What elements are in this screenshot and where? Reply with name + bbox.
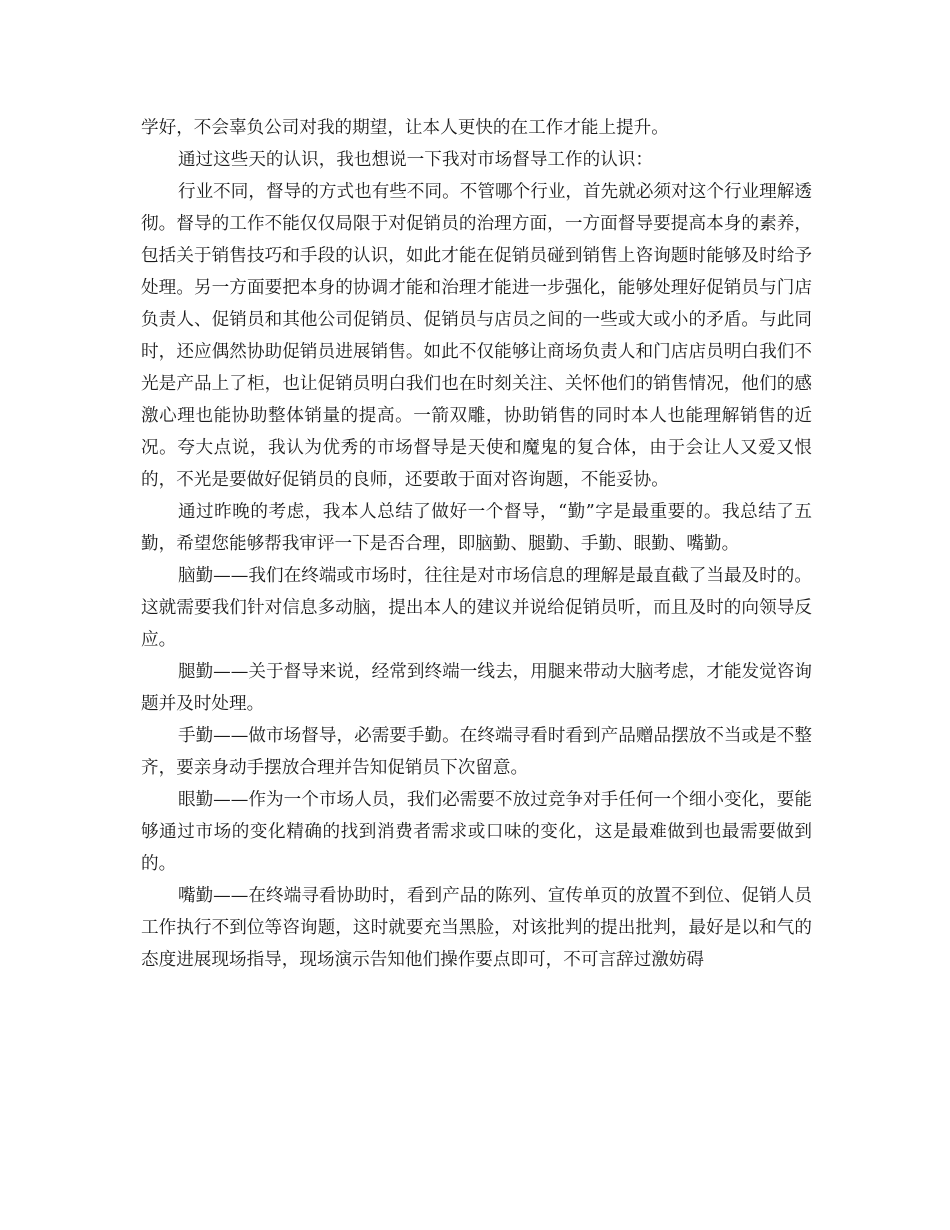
paragraph-five-diligences: 通过昨晚的考虑，我本人总结了做好一个督导，“勤”字是最重要的。我总结了五勤，希望您能够帮我审评一下是否合理，即脑勤、腿勤、手勤、眼勤、嘴勤。	[141, 502, 812, 554]
paragraph-brain-diligence: 脑勤——我们在终端或市场时，往往是对市场信息的理解是最直截了当最及时的。这就需要我们针对信息多动脑，提出本人的建议并说给促销员听，而且及时的向领导反应。	[141, 566, 812, 650]
paragraph-continuation: 学好，不会辜负公司对我的期望，让本人更快的在工作才能上提升。	[141, 118, 669, 138]
paragraph-mouth-diligence: 嘴勤——在终端寻看协助时，看到产品的陈列、宣传单页的放置不到位、促销人员工作执行不到位等咨询题，这时就要充当黑脸，对该批判的提出批判，最好是以和气的态度进展现场指导，现场演示告知他们操作要点即可，不可言辞过激妨碍	[141, 886, 812, 970]
paragraph-eye-diligence: 眼勤——作为一个市场人员，我们必需要不放过竞争对手任何一个细小变化，要能够通过市场的变化精确的找到消费者需求或口味的变化，这是最难做到也最需要做到的。	[141, 790, 812, 874]
document-body	[141, 112, 812, 976]
paragraph-intro: 通过这些天的认识，我也想说一下我对市场督导工作的认识：	[177, 150, 653, 170]
paragraph-industry: 行业不同，督导的方式也有些不同。不管哪个行业，首先就必须对这个行业理解透彻。督导的工作不能仅仅局限于对促销员的治理方面，一方面督导要提高本身的素养，包括关于销售技巧和手段的认识，如此才能在促销员碰到销售上咨询题时能够及时给予处理。另一方面要把本身的协调才能和治理才能进一步强化，能够处理好促销员与门店负责人、促销员和其他公司促销员、促销员与店员之间的一些或大或小的矛盾。与此同时，还应偶然协助促销员进展销售。如此不仅能够让商场负责人和门店店员明白我们不光是产品上了柜，也让促销员明白我们也在时刻关注、关怀他们的销售情况，他们的感激心理也能协助整体销量的提高。一箭双雕，协助销售的同时本人也能理解销售的近况。夸大点说，我认为优秀的市场督导是天使和魔鬼的复合体，由于会让人又爱又恨的，不光是要做好促销员的良师，还要敢于面对咨询题，不能妥协。	[141, 182, 812, 490]
paragraph-hand-diligence: 手勤——做市场督导，必需要手勤。在终端寻看时看到产品赠品摆放不当或是不整齐，要亲身动手摆放合理并告知促销员下次留意。	[141, 726, 812, 778]
paragraph-leg-diligence: 腿勤——关于督导来说，经常到终端一线去，用腿来带动大脑考虑，才能发觉咨询题并及时处理。	[141, 662, 812, 714]
